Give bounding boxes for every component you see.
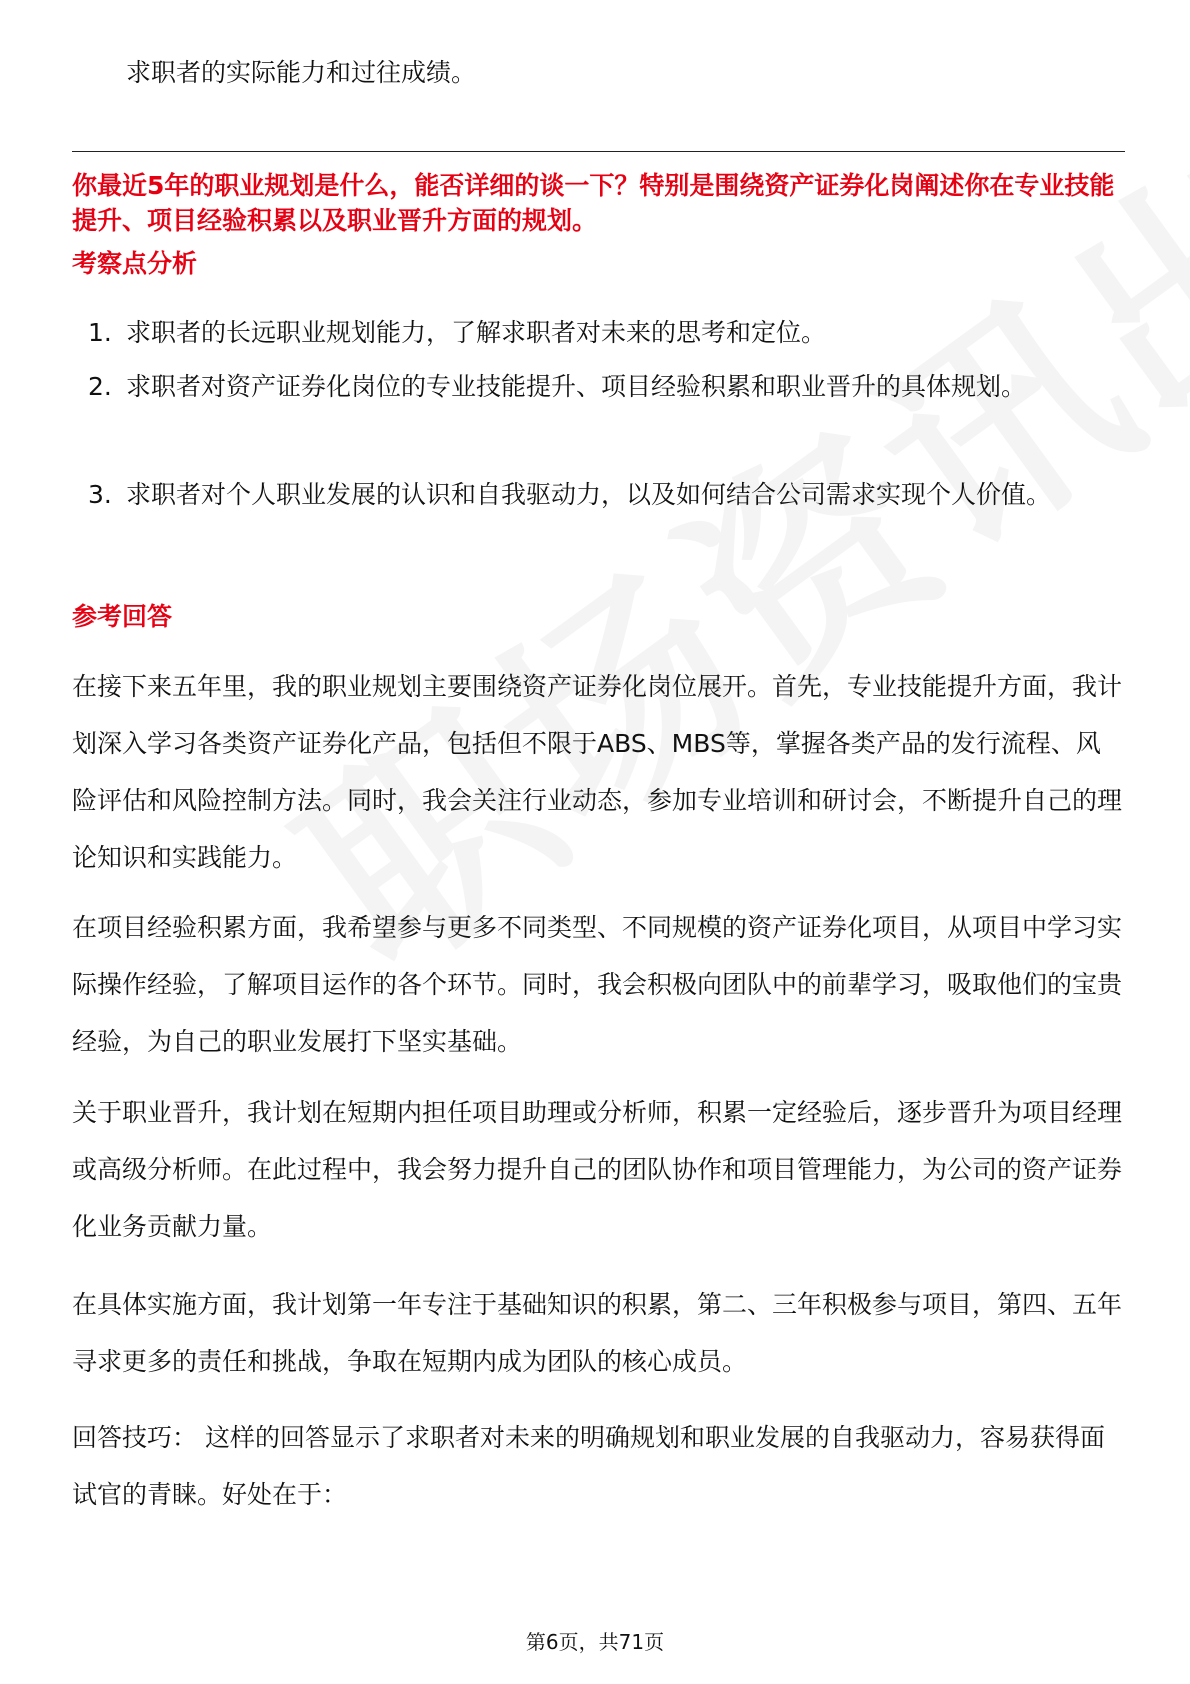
answer-paragraph: 关于职业晋升，我计划在短期内担任项目助理或分析师，积累一定经验后，逐步晋升为项目经理或高级分析师。在此过程中，我会努力提升自己的团队协作和项目管理能力，为公司的资产证券化业务贡献力量。 bbox=[72, 1098, 1123, 1241]
analysis-title: 考察点分析 bbox=[72, 249, 198, 278]
list-text: 求职者对资产证券化岗位的专业技能提升、项目经验积累和职业晋升的具体规划。 bbox=[126, 372, 1027, 401]
list-text: 求职者对个人职业发展的认识和自我驱动力，以及如何结合公司需求实现个人价值。 bbox=[126, 480, 1052, 509]
reference-title: 参考回答 bbox=[72, 602, 173, 631]
list-number: 3. bbox=[88, 480, 112, 509]
list-text: 求职者的长远职业规划能力，了解求职者对未来的思考和定位。 bbox=[126, 318, 827, 347]
answer-tip-paragraph: 回答技巧： 这样的回答显示了求职者对未来的明确规划和职业发展的自我驱动力，容易获得面试官的青睐。好处在于： bbox=[72, 1423, 1105, 1509]
previous-continuation: 求职者的实际能力和过往成绩。 bbox=[126, 58, 477, 87]
list-number: 2. bbox=[88, 372, 112, 401]
page-footer: 第6页，共71页 bbox=[525, 1630, 665, 1654]
answer-paragraph: 在具体实施方面，我计划第一年专注于基础知识的积累，第二、三年积极参与项目，第四、五年寻求更多的责任和挑战，争取在短期内成为团队的核心成员。 bbox=[72, 1290, 1123, 1376]
question-heading: 你最近5年的职业规划是什么，能否详细的谈一下？特别是围绕资产证券化岗阐述你在专业技能提升、项目经验积累以及职业晋升方面的规划。 bbox=[72, 171, 1115, 235]
answer-paragraph: 在接下来五年里，我的职业规划主要围绕资产证券化岗位展开。首先，专业技能提升方面，我计划深入学习各类资产证券化产品，包括但不限于ABS、MBS等，掌握各类产品的发行流程、风险评估和风险控制方法。同时，我会关注行业动态，参加专业培训和研讨会，不断提升自己的理论知识和实践能力。 bbox=[72, 672, 1123, 872]
answer-paragraph: 在项目经验积累方面，我希望参与更多不同类型、不同规模的资产证券化项目，从项目中学习实际操作经验，了解项目运作的各个环节。同时，我会积极向团队中的前辈学习，吸取他们的宝贵经验，为自己的职业发展打下坚实基础。 bbox=[72, 913, 1123, 1056]
divider bbox=[72, 151, 1125, 152]
list-number: 1. bbox=[88, 318, 112, 347]
